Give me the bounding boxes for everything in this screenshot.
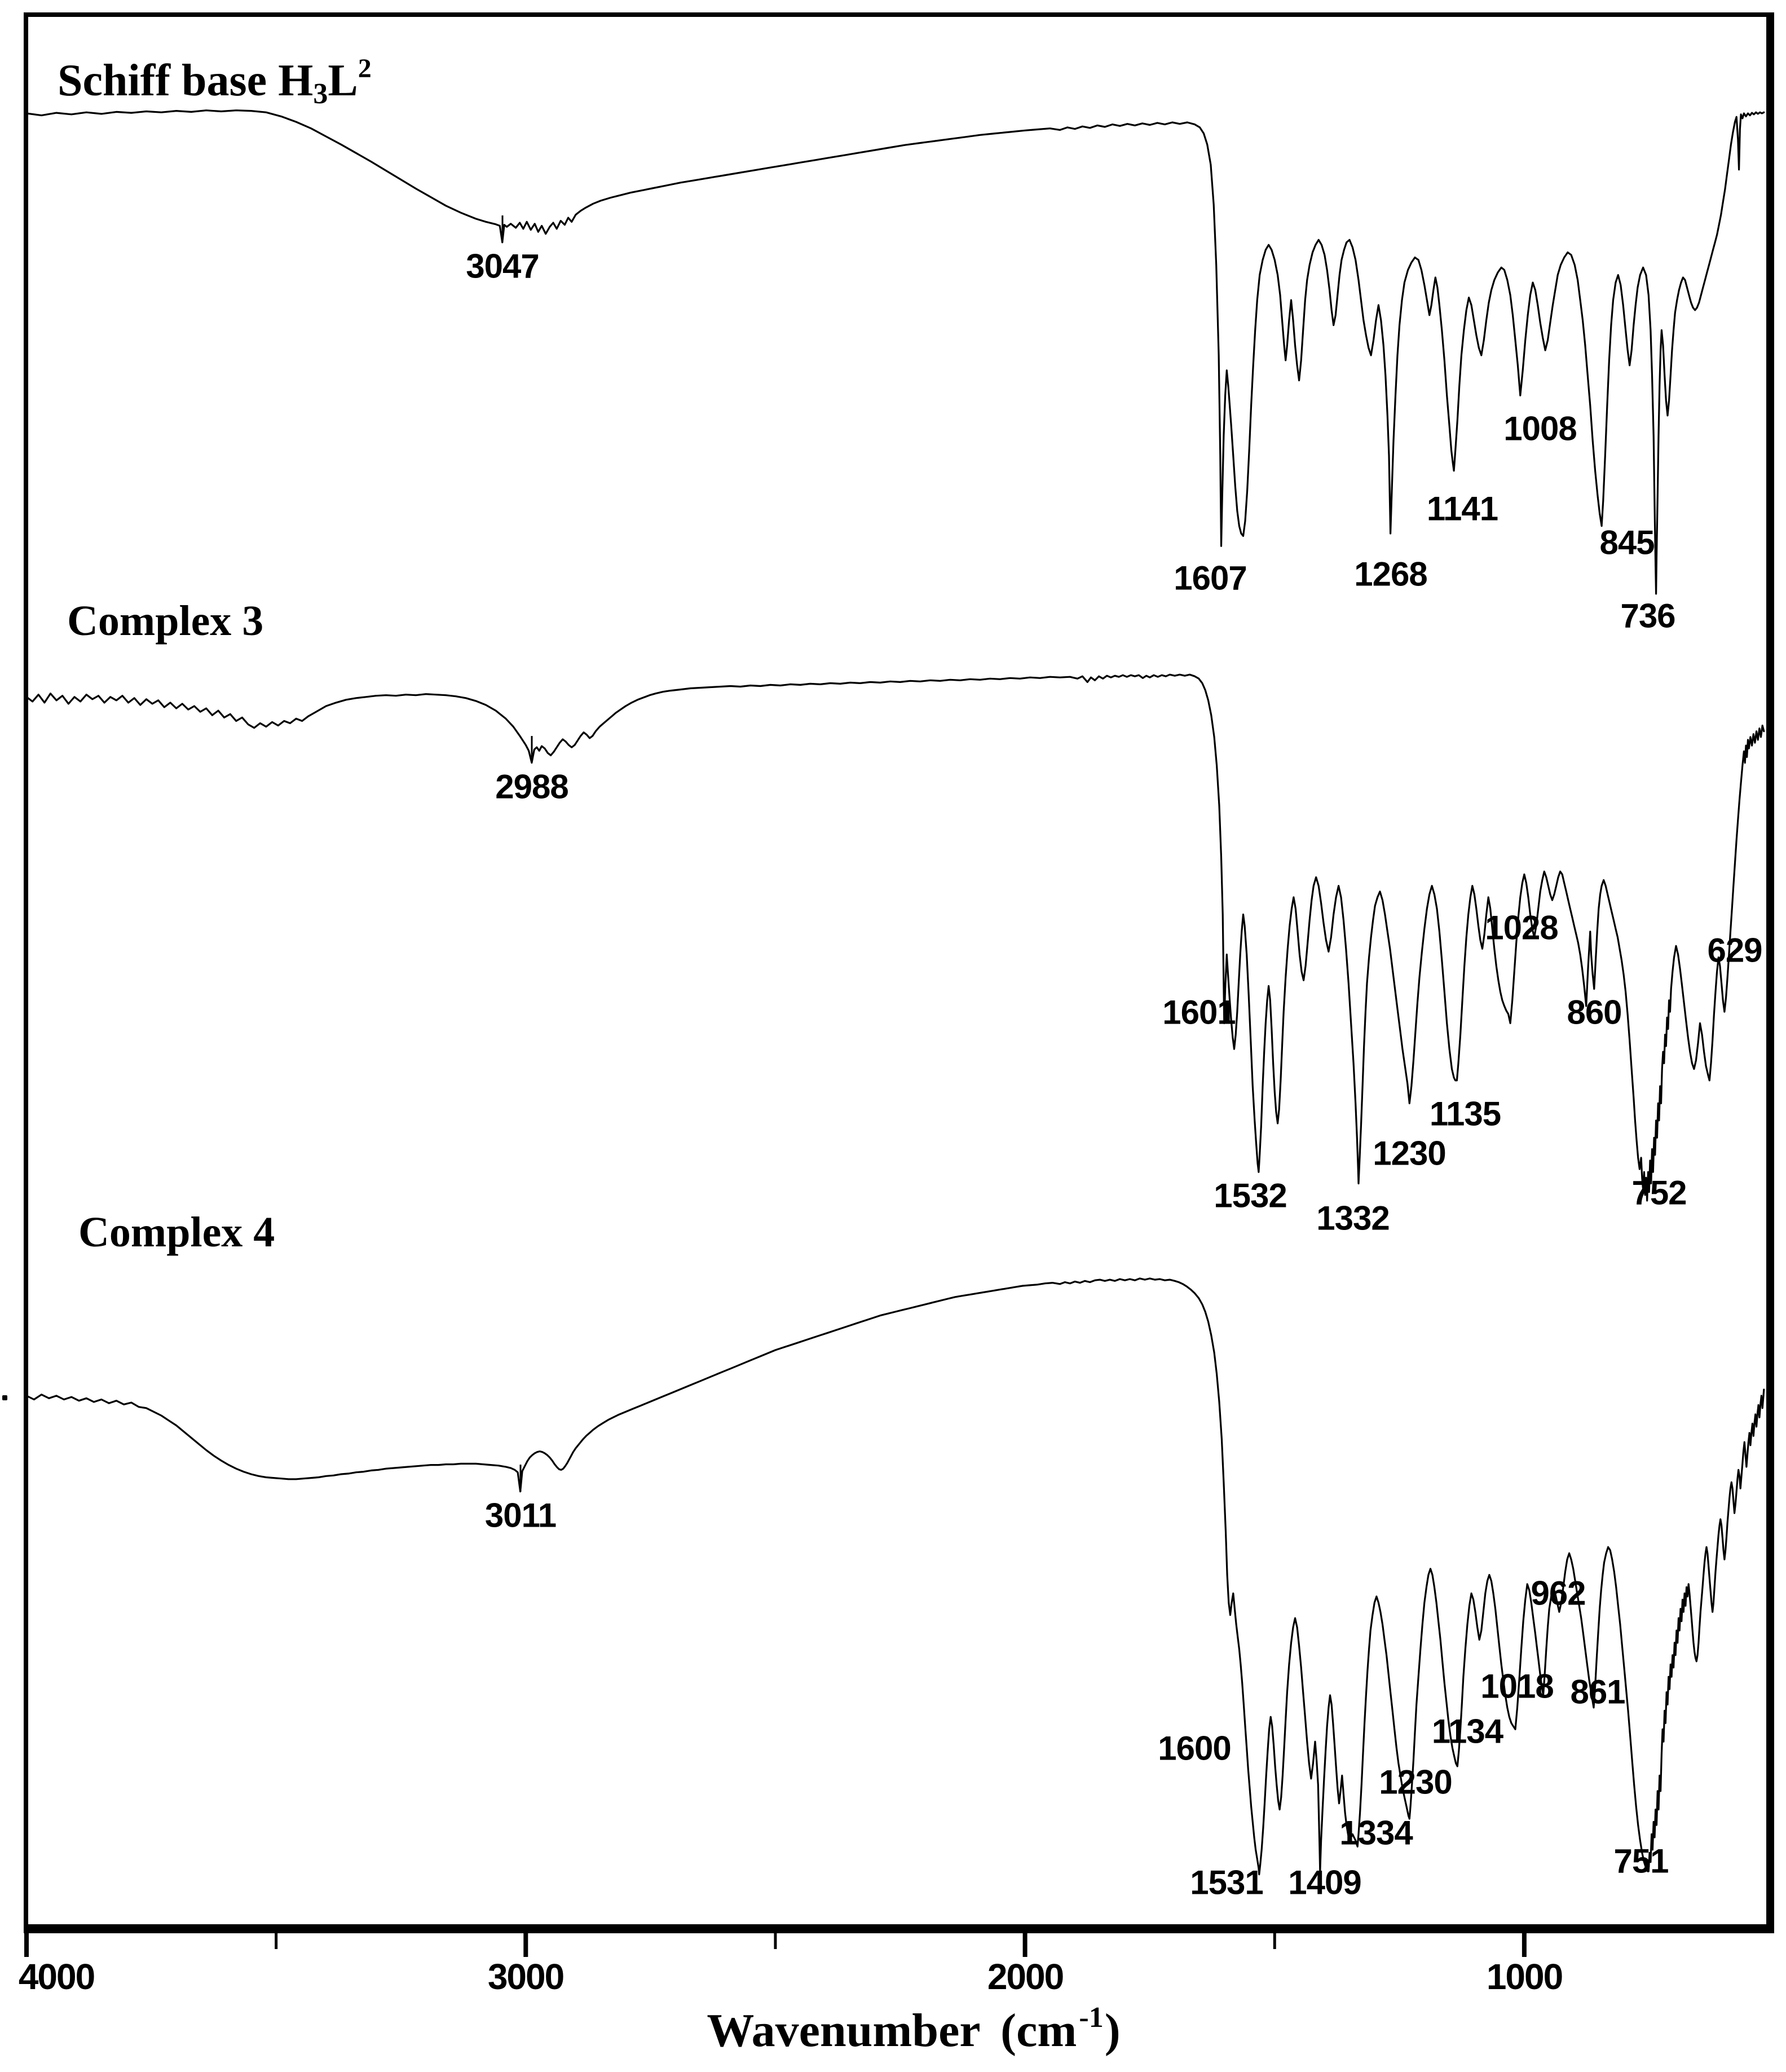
- peak-label-1018: 1018: [1480, 1667, 1554, 1705]
- x-tick-label-3000: 3000: [487, 1956, 564, 1997]
- peak-label-3011: 3011: [484, 1496, 557, 1535]
- stray-dot: [2, 1395, 7, 1400]
- peak-label-752: 752: [1631, 1174, 1687, 1212]
- spectrum-title-schiff-base: [58, 54, 372, 110]
- peak-label-1230: 1230: [1379, 1763, 1452, 1801]
- peak-label-3047: 3047: [466, 247, 539, 285]
- title-superscript: 2: [358, 54, 372, 83]
- peak-label-860: 860: [1567, 993, 1622, 1031]
- x-axis-title-text: Wavenumber (cm: [707, 2004, 1077, 2057]
- peak-label-845: 845: [1599, 523, 1655, 562]
- peak-label-1008: 1008: [1503, 409, 1577, 448]
- peak-label-1230: 1230: [1373, 1134, 1446, 1172]
- spectrum-title-complex-4: Complex 4: [78, 1209, 275, 1256]
- title-subscript: 3: [313, 78, 328, 110]
- x-axis-title-exponent: -1: [1079, 2002, 1104, 2034]
- peak-label-1409: 1409: [1288, 1863, 1361, 1902]
- peak-label-1028: 1028: [1485, 909, 1558, 947]
- x-tick-label-4000: 4000: [18, 1956, 95, 1997]
- peak-label-2988: 2988: [495, 768, 568, 806]
- peak-label-861: 861: [1570, 1673, 1625, 1711]
- title-text: Schiff base H: [58, 56, 314, 105]
- peak-label-1332: 1332: [1316, 1199, 1390, 1237]
- peak-label-1601: 1601: [1162, 993, 1236, 1031]
- peak-label-629: 629: [1707, 931, 1762, 969]
- peak-label-1141: 1141: [1426, 490, 1498, 528]
- peak-label-1134: 1134: [1431, 1712, 1503, 1751]
- x-axis-title: [707, 2003, 1120, 2058]
- peak-label-1607: 1607: [1174, 559, 1247, 597]
- peak-label-736: 736: [1620, 597, 1675, 635]
- peak-label-751: 751: [1613, 1842, 1669, 1880]
- spectrum-title-complex-3: Complex 3: [67, 597, 264, 645]
- peak-label-1600: 1600: [1158, 1729, 1231, 1767]
- peak-label-1334: 1334: [1339, 1814, 1413, 1852]
- peak-label-1135: 1135: [1429, 1095, 1501, 1133]
- peak-label-962: 962: [1531, 1574, 1586, 1612]
- x-tick-label-1000: 1000: [1486, 1956, 1563, 1997]
- peak-label-1532: 1532: [1214, 1176, 1287, 1215]
- x-tick-label-2000: 2000: [987, 1956, 1064, 1997]
- title-text: L: [328, 56, 358, 105]
- peak-label-1268: 1268: [1354, 555, 1427, 593]
- x-axis-title-close: ): [1104, 2004, 1121, 2057]
- peak-label-1531: 1531: [1190, 1863, 1263, 1902]
